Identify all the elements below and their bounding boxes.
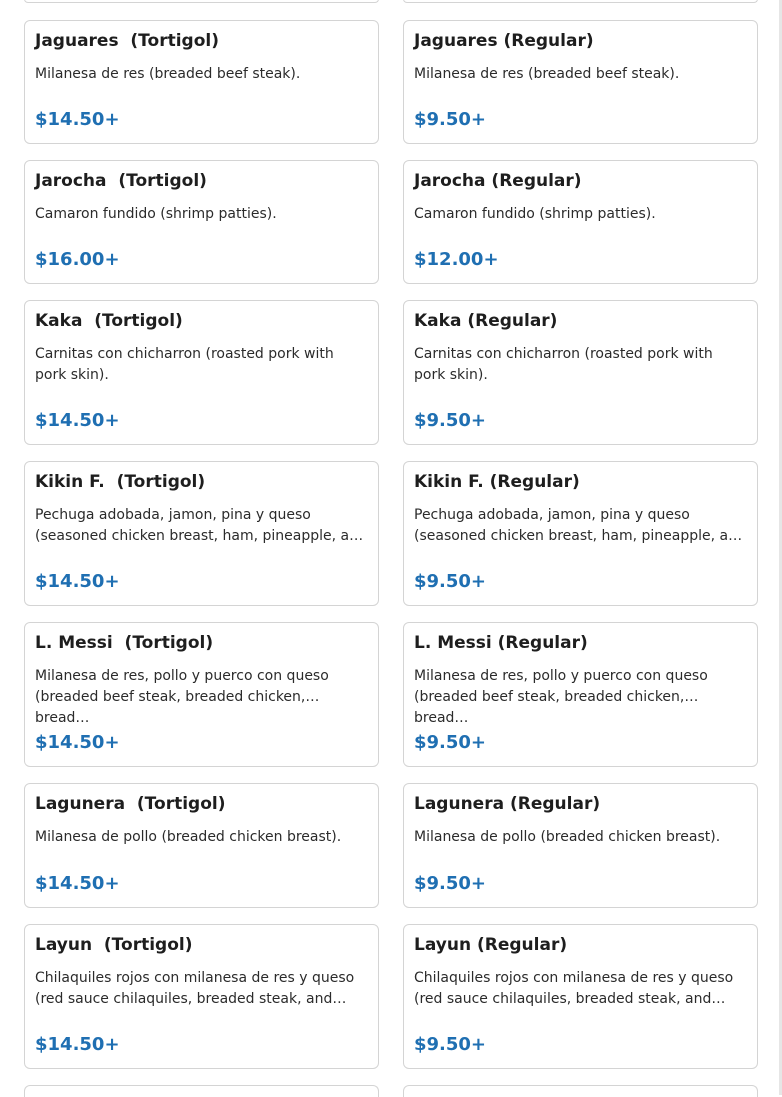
menu-item-card[interactable] <box>24 622 379 767</box>
menu-item-card[interactable] <box>403 461 758 606</box>
menu-item-price: $14.50+ <box>35 571 120 592</box>
menu-item-title: Jarocha (Regular) <box>414 171 582 191</box>
menu-item-card[interactable] <box>403 20 758 144</box>
menu-item-title: Layun (Regular) <box>414 935 568 955</box>
menu-item-description: Pechuga adobada, jamon, pina y queso (seasoned chicken breast, ham, pineapple, a… <box>414 507 743 544</box>
menu-item-price: $9.50+ <box>414 109 487 130</box>
menu-item-card[interactable] <box>24 300 379 445</box>
menu-item-card-partial[interactable] <box>403 1085 758 1097</box>
menu-item-description: Milanesa de res (breaded beef steak). <box>35 66 301 82</box>
menu-item-description: Carnitas con chicharron (roasted pork with pork skin). <box>35 346 334 383</box>
menu-item-price: $14.50+ <box>35 732 120 753</box>
menu-item-card[interactable] <box>403 300 758 445</box>
menu-item-title: Layun (Tortigol) <box>35 935 193 955</box>
menu-item-price: $9.50+ <box>414 410 487 431</box>
menu-item-price: $14.50+ <box>35 109 120 130</box>
menu-item-card[interactable] <box>403 783 758 908</box>
menu-item-price: $9.50+ <box>414 732 487 753</box>
menu-item-price: $14.50+ <box>35 1034 120 1055</box>
menu-item-card[interactable] <box>403 160 758 284</box>
menu-item-title: Jaguares (Regular) <box>414 31 594 51</box>
menu-item-price: $9.50+ <box>414 571 487 592</box>
menu-item-card[interactable] <box>24 20 379 144</box>
menu-item-price: $12.00+ <box>414 249 499 270</box>
menu-item-price: $9.50+ <box>414 873 487 894</box>
menu-item-description: Chilaquiles rojos con milanesa de res y queso (red sauce chilaquiles, breaded steak, and… <box>414 970 734 1007</box>
menu-item-card[interactable] <box>24 160 379 284</box>
menu-item-title: Lagunera (Tortigol) <box>35 794 226 814</box>
menu-item-title: L. Messi (Tortigol) <box>35 633 214 653</box>
menu-item-price: $9.50+ <box>414 1034 487 1055</box>
menu-item-title: L. Messi (Regular) <box>414 633 588 653</box>
menu-item-title: Kikin F. (Tortigol) <box>35 472 206 492</box>
menu-item-card[interactable] <box>24 783 379 908</box>
menu-item-title: Lagunera (Regular) <box>414 794 601 814</box>
menu-item-description: Chilaquiles rojos con milanesa de res y queso (red sauce chilaquiles, breaded steak, and… <box>35 970 355 1007</box>
menu-item-price: $16.00+ <box>35 249 120 270</box>
menu-item-description: Milanesa de res (breaded beef steak). <box>414 66 680 82</box>
menu-item-description: Pechuga adobada, jamon, pina y queso (seasoned chicken breast, ham, pineapple, a… <box>35 507 364 544</box>
menu-item-card-partial[interactable] <box>24 0 379 3</box>
menu-item-description: Milanesa de pollo (breaded chicken breast). <box>35 829 342 845</box>
menu-item-description: Camaron fundido (shrimp patties). <box>414 206 656 222</box>
menu-item-description: Milanesa de res, pollo y puerco con queso (breaded beef steak, breaded chicken, bread… <box>35 668 329 726</box>
menu-item-card[interactable] <box>24 924 379 1069</box>
menu-item-card[interactable] <box>403 924 758 1069</box>
menu-item-price: $14.50+ <box>35 873 120 894</box>
menu-item-card-partial[interactable] <box>403 0 758 3</box>
menu-item-title: Kaka (Regular) <box>414 311 558 331</box>
menu-item-description: Milanesa de pollo (breaded chicken breast). <box>414 829 721 845</box>
menu-item-card-partial[interactable] <box>24 1085 379 1097</box>
menu-item-title: Jaguares (Tortigol) <box>35 31 219 51</box>
menu-item-description: Camaron fundido (shrimp patties). <box>35 206 277 222</box>
menu-item-description: Carnitas con chicharron (roasted pork with pork skin). <box>414 346 713 383</box>
menu-item-price: $14.50+ <box>35 410 120 431</box>
menu-item-title: Jarocha (Tortigol) <box>35 171 207 191</box>
menu-item-title: Kikin F. (Regular) <box>414 472 580 492</box>
menu-item-card[interactable] <box>403 622 758 767</box>
menu-item-card[interactable] <box>24 461 379 606</box>
menu-item-description: Milanesa de res, pollo y puerco con queso (breaded beef steak, breaded chicken, bread… <box>414 668 708 726</box>
menu-item-title: Kaka (Tortigol) <box>35 311 183 331</box>
